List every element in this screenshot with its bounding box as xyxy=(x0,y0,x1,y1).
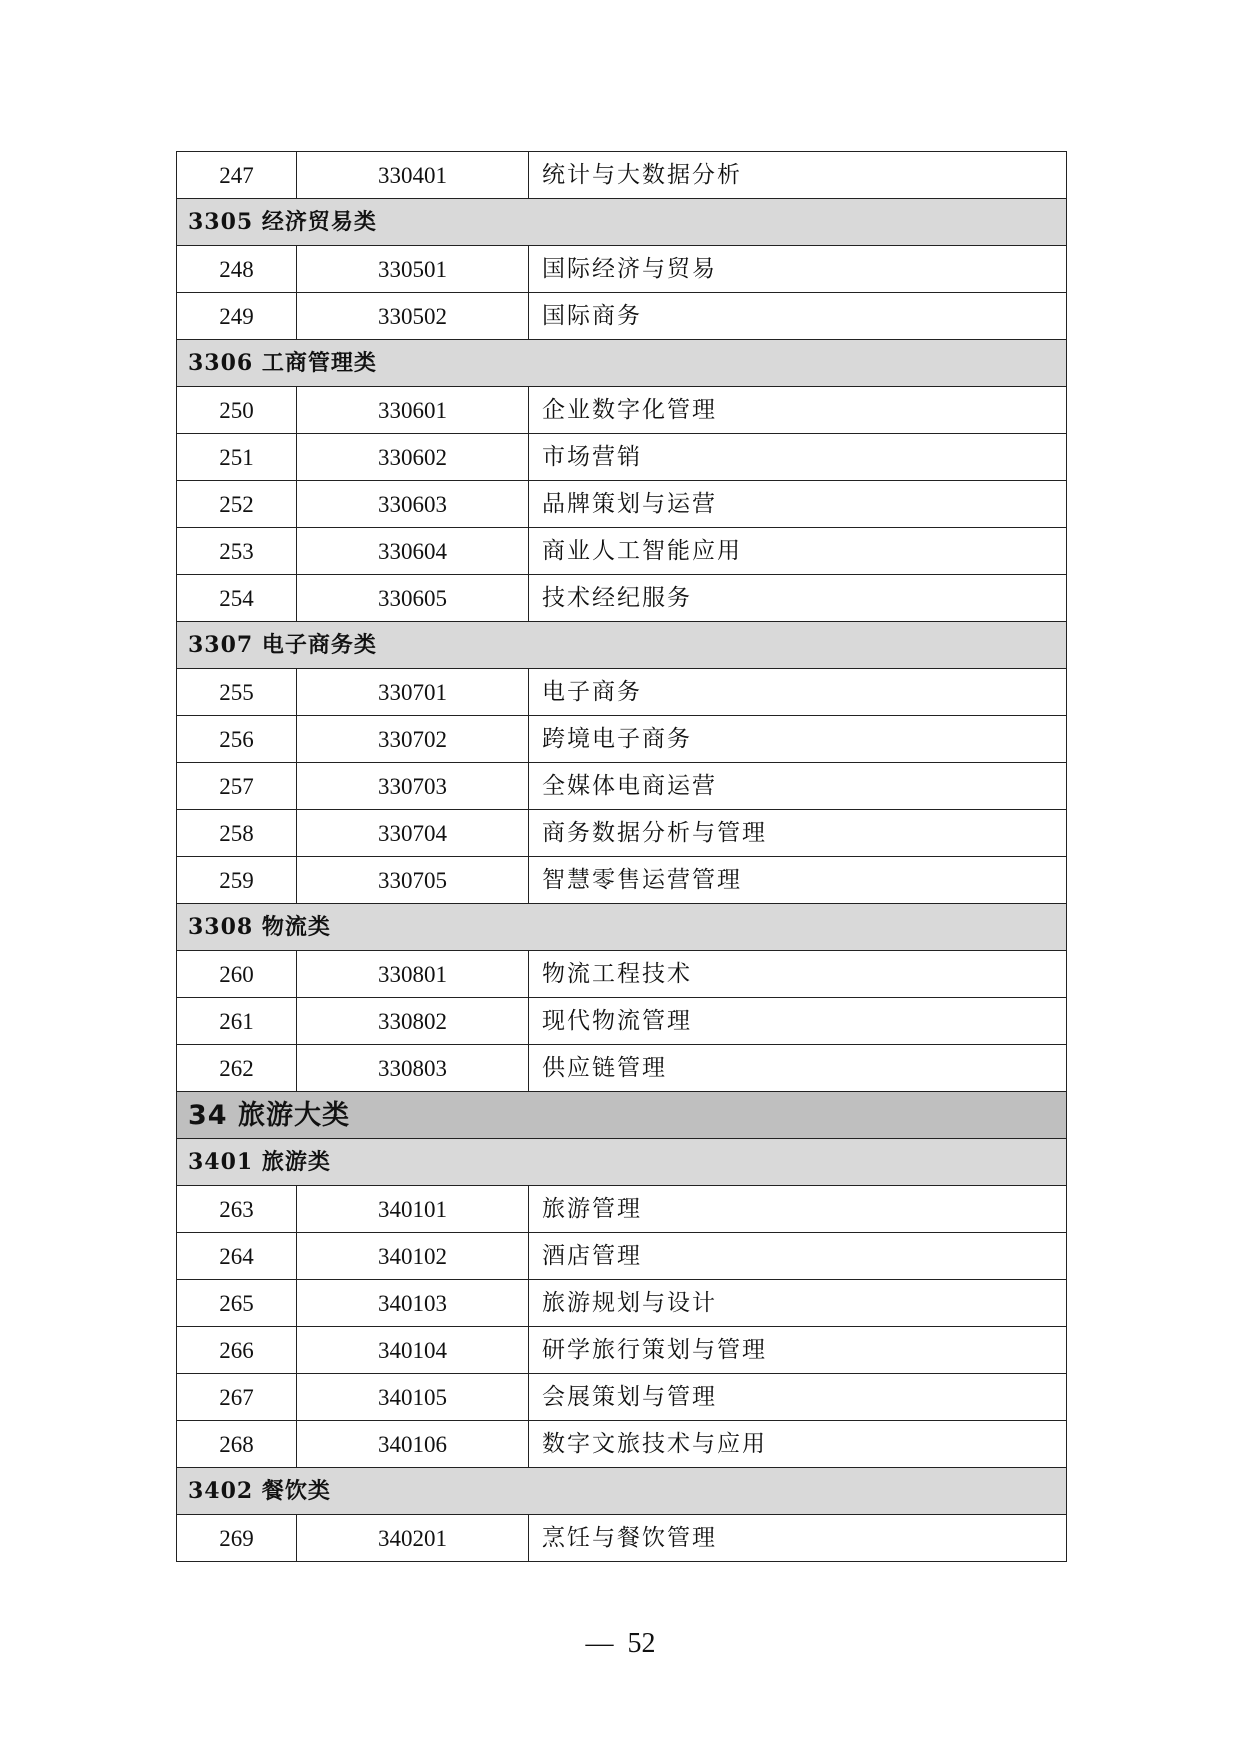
table-row xyxy=(177,951,1067,998)
code-cell: 330605 xyxy=(297,575,529,622)
subcategory-row xyxy=(177,1139,1067,1186)
code-cell: 340105 xyxy=(297,1374,529,1421)
code-cell: 330705 xyxy=(297,857,529,904)
seq-cell: 249 xyxy=(177,293,297,340)
name-cell: 统计与大数据分析 xyxy=(529,152,1067,199)
code-cell: 340101 xyxy=(297,1186,529,1233)
page-footer xyxy=(0,1628,1241,1660)
code-cell: 330602 xyxy=(297,434,529,481)
subcategory-row xyxy=(177,340,1067,387)
page-number: 52 xyxy=(627,1628,656,1659)
seq-cell: 257 xyxy=(177,763,297,810)
name-cell: 品牌策划与运营 xyxy=(529,481,1067,528)
name-cell: 全媒体电商运营 xyxy=(529,763,1067,810)
name-cell: 供应链管理 xyxy=(529,1045,1067,1092)
name-cell: 研学旅行策划与管理 xyxy=(529,1327,1067,1374)
seq-cell: 265 xyxy=(177,1280,297,1327)
seq-cell: 252 xyxy=(177,481,297,528)
table-row xyxy=(177,575,1067,622)
name-cell: 酒店管理 xyxy=(529,1233,1067,1280)
code-cell: 330501 xyxy=(297,246,529,293)
name-cell: 智慧零售运营管理 xyxy=(529,857,1067,904)
name-cell: 旅游管理 xyxy=(529,1186,1067,1233)
table-row xyxy=(177,1327,1067,1374)
name-cell: 旅游规划与设计 xyxy=(529,1280,1067,1327)
table-row xyxy=(177,528,1067,575)
code-cell: 330802 xyxy=(297,998,529,1045)
name-cell: 国际商务 xyxy=(529,293,1067,340)
seq-cell: 267 xyxy=(177,1374,297,1421)
subcategory-label: 3306 工商管理类 xyxy=(177,340,1067,387)
code-cell: 340106 xyxy=(297,1421,529,1468)
seq-cell: 263 xyxy=(177,1186,297,1233)
table-row xyxy=(177,1233,1067,1280)
name-cell: 商务数据分析与管理 xyxy=(529,810,1067,857)
table-row xyxy=(177,763,1067,810)
seq-cell: 251 xyxy=(177,434,297,481)
table-row xyxy=(177,1515,1067,1562)
subcategory-row xyxy=(177,199,1067,246)
seq-cell: 269 xyxy=(177,1515,297,1562)
seq-cell: 262 xyxy=(177,1045,297,1092)
table-row xyxy=(177,810,1067,857)
catalog-table-body xyxy=(177,152,1067,1562)
major-category-row xyxy=(177,1092,1067,1139)
major-category-label: 34 旅游大类 xyxy=(177,1092,1067,1139)
table-row xyxy=(177,1280,1067,1327)
name-cell: 跨境电子商务 xyxy=(529,716,1067,763)
code-cell: 340103 xyxy=(297,1280,529,1327)
code-cell: 330702 xyxy=(297,716,529,763)
code-cell: 330701 xyxy=(297,669,529,716)
code-cell: 330704 xyxy=(297,810,529,857)
table-row xyxy=(177,1374,1067,1421)
seq-cell: 255 xyxy=(177,669,297,716)
name-cell: 数字文旅技术与应用 xyxy=(529,1421,1067,1468)
code-cell: 340201 xyxy=(297,1515,529,1562)
table-row xyxy=(177,1045,1067,1092)
name-cell: 商业人工智能应用 xyxy=(529,528,1067,575)
seq-cell: 264 xyxy=(177,1233,297,1280)
table-row xyxy=(177,998,1067,1045)
name-cell: 烹饪与餐饮管理 xyxy=(529,1515,1067,1562)
seq-cell: 248 xyxy=(177,246,297,293)
name-cell: 技术经纪服务 xyxy=(529,575,1067,622)
seq-cell: 256 xyxy=(177,716,297,763)
seq-cell: 247 xyxy=(177,152,297,199)
seq-cell: 266 xyxy=(177,1327,297,1374)
table-row xyxy=(177,669,1067,716)
subcategory-label: 3305 经济贸易类 xyxy=(177,199,1067,246)
seq-cell: 268 xyxy=(177,1421,297,1468)
name-cell: 会展策划与管理 xyxy=(529,1374,1067,1421)
subcategory-row xyxy=(177,1468,1067,1515)
subcategory-label: 3308 物流类 xyxy=(177,904,1067,951)
code-cell: 330603 xyxy=(297,481,529,528)
code-cell: 330803 xyxy=(297,1045,529,1092)
seq-cell: 260 xyxy=(177,951,297,998)
code-cell: 340102 xyxy=(297,1233,529,1280)
table-row xyxy=(177,857,1067,904)
subcategory-row xyxy=(177,904,1067,951)
seq-cell: 254 xyxy=(177,575,297,622)
table-row xyxy=(177,152,1067,199)
table-row xyxy=(177,716,1067,763)
name-cell: 现代物流管理 xyxy=(529,998,1067,1045)
code-cell: 330601 xyxy=(297,387,529,434)
table-row xyxy=(177,434,1067,481)
seq-cell: 259 xyxy=(177,857,297,904)
code-cell: 340104 xyxy=(297,1327,529,1374)
table-row xyxy=(177,293,1067,340)
subcategory-label: 3401 旅游类 xyxy=(177,1139,1067,1186)
name-cell: 市场营销 xyxy=(529,434,1067,481)
name-cell: 企业数字化管理 xyxy=(529,387,1067,434)
seq-cell: 250 xyxy=(177,387,297,434)
major-catalog-table xyxy=(176,151,1067,1562)
table-row xyxy=(177,1421,1067,1468)
code-cell: 330604 xyxy=(297,528,529,575)
seq-cell: 253 xyxy=(177,528,297,575)
footer-dash: — xyxy=(585,1628,614,1659)
name-cell: 物流工程技术 xyxy=(529,951,1067,998)
seq-cell: 258 xyxy=(177,810,297,857)
subcategory-row xyxy=(177,622,1067,669)
subcategory-label: 3402 餐饮类 xyxy=(177,1468,1067,1515)
code-cell: 330502 xyxy=(297,293,529,340)
name-cell: 电子商务 xyxy=(529,669,1067,716)
code-cell: 330401 xyxy=(297,152,529,199)
name-cell: 国际经济与贸易 xyxy=(529,246,1067,293)
subcategory-label: 3307 电子商务类 xyxy=(177,622,1067,669)
seq-cell: 261 xyxy=(177,998,297,1045)
table-row xyxy=(177,1186,1067,1233)
table-row xyxy=(177,387,1067,434)
code-cell: 330801 xyxy=(297,951,529,998)
table-row xyxy=(177,481,1067,528)
table-row xyxy=(177,246,1067,293)
code-cell: 330703 xyxy=(297,763,529,810)
